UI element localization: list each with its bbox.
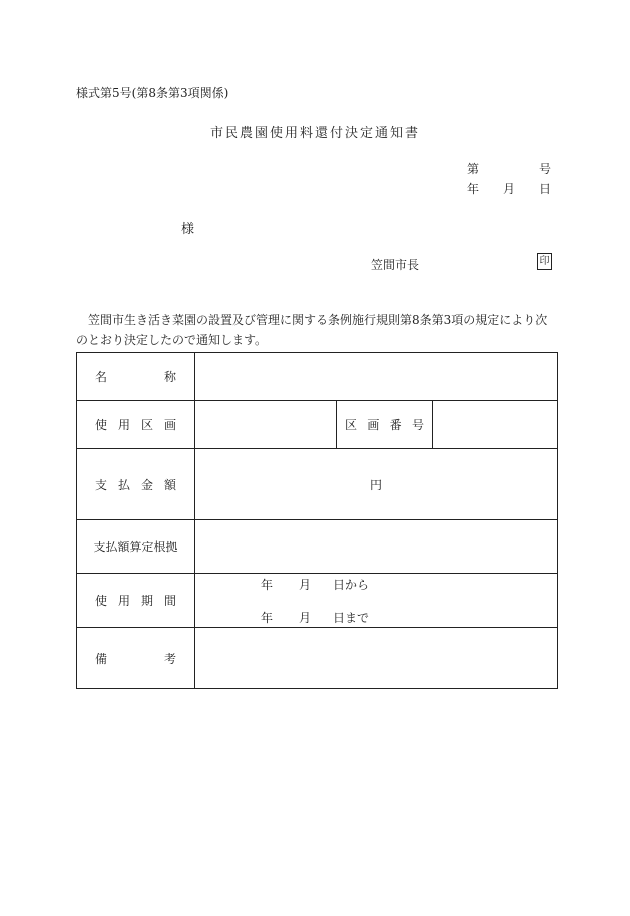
period-to: 年 月 日まで	[261, 610, 370, 625]
amount-value[interactable]	[195, 449, 558, 520]
recipient: 様	[181, 222, 195, 237]
name-label: 名 称	[77, 353, 195, 401]
form-number: 様式第5号(第8条第3項関係)	[76, 86, 229, 100]
document-number	[467, 160, 551, 177]
doc-number-suffix: 号	[538, 162, 551, 176]
row-period	[77, 574, 558, 628]
basis-value[interactable]	[195, 520, 558, 574]
plot-number-label: 区 画 番 号	[337, 401, 433, 449]
date-year: 年	[467, 182, 480, 196]
notice-table	[76, 352, 558, 689]
body-text: 笠間市生き活き菜園の設置及び管理に関する条例施行規則第8条第3項の規定により次のとおり決定したので通知します。	[76, 313, 548, 347]
row-amount	[77, 449, 558, 520]
name-value[interactable]	[195, 353, 558, 401]
plot-value[interactable]	[195, 401, 337, 449]
remarks-label: 備 考	[77, 628, 195, 689]
row-remarks	[77, 628, 558, 689]
basis-label: 支払額算定根拠	[77, 520, 195, 574]
period-value[interactable]	[195, 574, 558, 628]
document-title: 市民農園使用料還付決定通知書	[209, 126, 420, 141]
doc-number-prefix: 第	[467, 162, 480, 176]
amount-unit: 円	[370, 477, 383, 492]
remarks-value[interactable]	[195, 628, 558, 689]
row-basis	[77, 520, 558, 574]
plot-label: 使 用 区 画	[77, 401, 195, 449]
date-month: 月	[502, 182, 515, 196]
issuer: 笠間市長	[371, 258, 420, 272]
row-name	[77, 353, 558, 401]
row-plot	[77, 401, 558, 449]
period-from: 年 月 日から	[261, 577, 370, 592]
issue-date	[467, 180, 551, 197]
plot-number-value[interactable]	[433, 401, 558, 449]
period-label: 使 用 期 間	[77, 574, 195, 628]
amount-label: 支 払 金 額	[77, 449, 195, 520]
date-day: 日	[538, 182, 551, 196]
seal-stamp: 印	[537, 253, 552, 270]
